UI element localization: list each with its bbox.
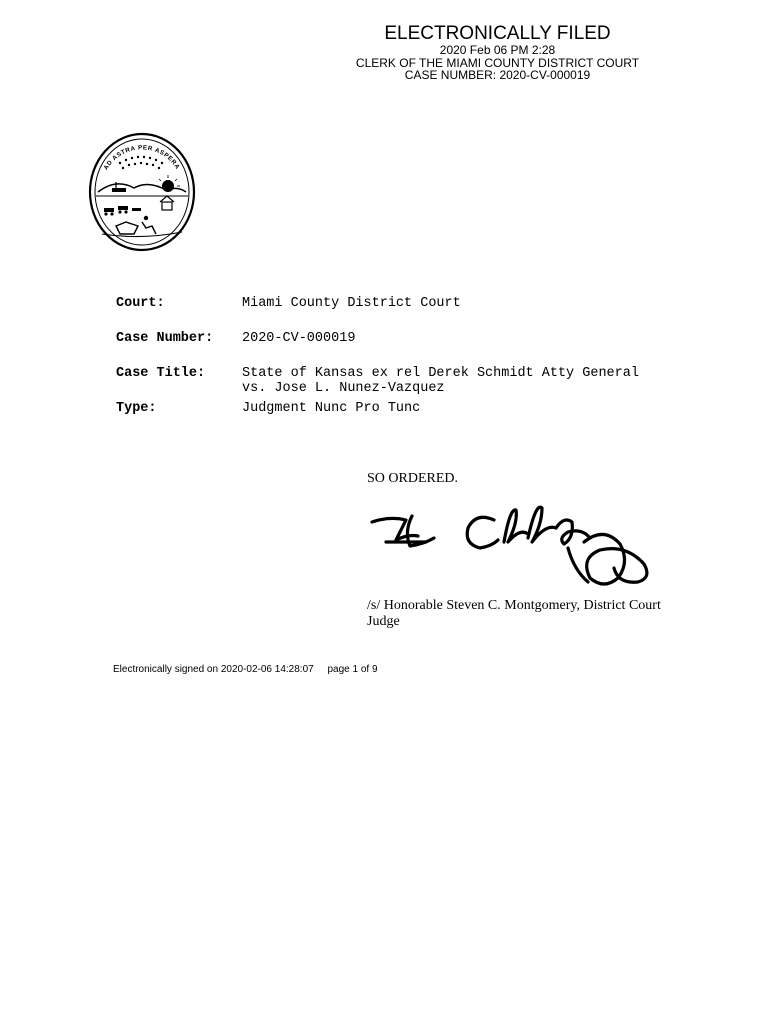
- type-label: Type:: [116, 401, 157, 416]
- filing-stamp: [330, 24, 665, 82]
- page-footer: [113, 664, 378, 675]
- case-title-value: [242, 366, 639, 396]
- filing-stamp-clerk: CLERK OF THE MIAMI COUNTY DISTRICT COURT: [355, 55, 640, 70]
- electronic-signature-timestamp: Electronically signed on 2020-02-06 14:28:07: [113, 664, 314, 675]
- svg-text:AD ASTRA PER ASPERA: AD ASTRA PER ASPERA: [102, 144, 182, 172]
- case-number-value: 2020-CV-000019: [242, 331, 356, 346]
- case-number-label: Case Number:: [116, 331, 214, 346]
- type-value: Judgment Nunc Pro Tunc: [242, 401, 421, 416]
- case-title-line-1: State of Kansas ex rel Derek Schmidt Atty General: [242, 366, 639, 381]
- page-number: page 1 of 9: [327, 664, 378, 675]
- judge-signature-line: /s/ Honorable Steven C. Montgomery, District Court Judge: [367, 598, 661, 629]
- court-value: Miami County District Court: [242, 296, 461, 311]
- filing-stamp-title: ELECTRONICALLY FILED: [384, 23, 611, 44]
- so-ordered-text: SO ORDERED.: [367, 471, 459, 486]
- filing-stamp-date: 2020 Feb 06 PM 2:28: [439, 42, 556, 57]
- kansas-state-seal-icon: [86, 130, 198, 255]
- filing-stamp-case-number: CASE NUMBER: 2020-CV-000019: [404, 68, 591, 83]
- case-title-label: Case Title:: [116, 366, 206, 381]
- handwritten-signature-icon: [368, 498, 658, 594]
- case-title-line-2: vs. Jose L. Nunez-Vazquez: [242, 381, 445, 396]
- case-info-row-case-number: [116, 331, 355, 346]
- court-label: Court:: [116, 296, 165, 311]
- case-info-row-court: [116, 296, 461, 311]
- case-info-row-case-title: [116, 366, 639, 396]
- case-info-row-type: [116, 401, 420, 416]
